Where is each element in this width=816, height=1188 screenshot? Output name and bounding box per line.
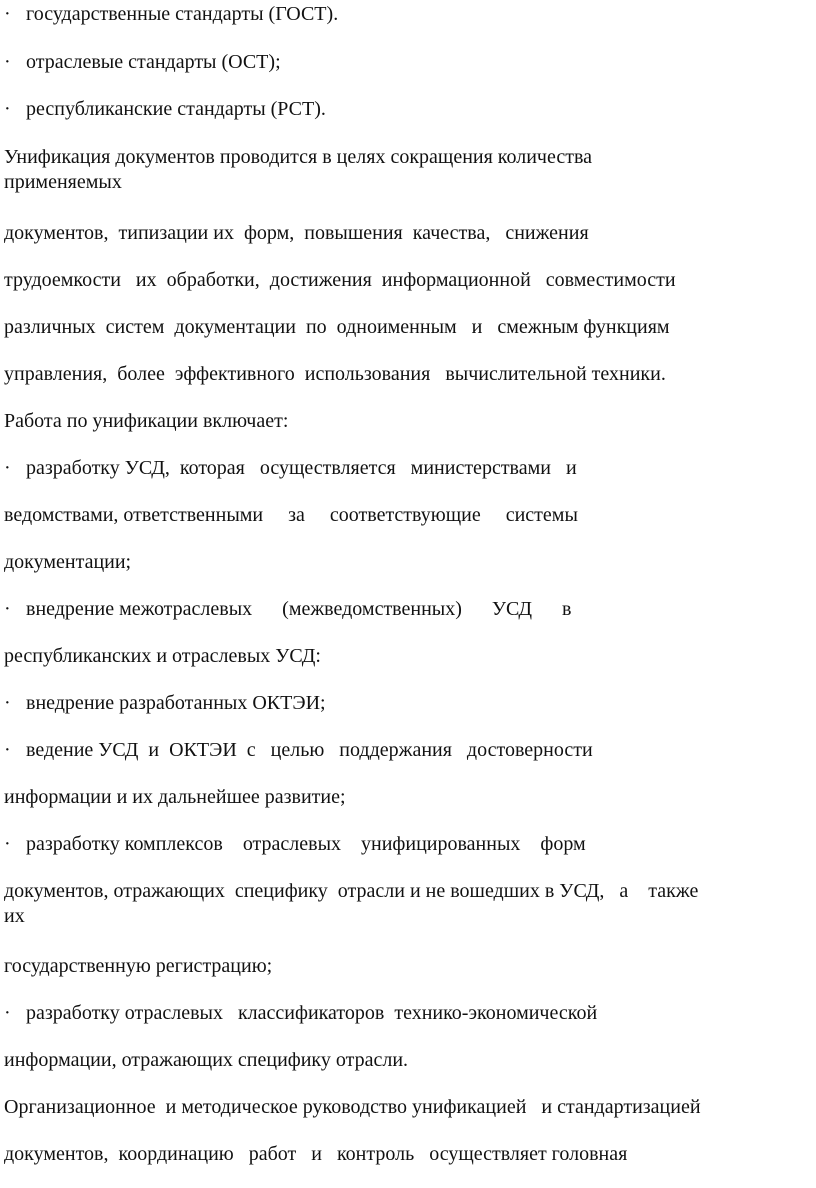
bullet-item	[4, 1001, 597, 1025]
bullet-item	[4, 832, 586, 856]
bullet-icon: ·	[4, 1002, 11, 1024]
paragraph-line: трудоемкости их обработки, достижения информационной совместимости	[4, 269, 676, 291]
bullet-item-text: разработку отраслевых классификаторов технико-экономической	[26, 1002, 598, 1024]
bullet-icon: ·	[4, 598, 11, 620]
bullet-item	[4, 97, 326, 121]
paragraph-line: информации, отражающих специфику отрасли.	[4, 1049, 409, 1071]
bullet-item	[4, 456, 577, 480]
bullet-icon: ·	[4, 692, 11, 714]
paragraph-line: их	[4, 905, 25, 927]
bullet-icon: ·	[4, 457, 11, 479]
paragraph-line: управления, более эффективного использования вычислительной техники.	[4, 363, 666, 385]
paragraph-line: информации и их дальнейшее развитие;	[4, 786, 346, 808]
bullet-item-text: государственные стандарты (ГОСТ).	[26, 3, 339, 25]
bullet-item	[4, 738, 593, 762]
paragraph-line: документации;	[4, 551, 132, 573]
paragraph-line: различных систем документации по одноименным и смежным функциям	[4, 316, 670, 338]
paragraph-line: республиканских и отраслевых УСД:	[4, 645, 321, 667]
bullet-icon: ·	[4, 98, 11, 120]
paragraph-line: государственную регистрацию;	[4, 955, 273, 977]
bullet-item-text: разработку УСД, которая осуществляется министерствами и	[26, 457, 577, 479]
paragraph-line: Унификация документов проводится в целях сокращения количества	[4, 146, 593, 168]
bullet-icon: ·	[4, 3, 11, 25]
bullet-item-text: разработку комплексов отраслевых унифицированных форм	[26, 833, 586, 855]
paragraph-line: документов, координацию работ и контроль осуществляет головная	[4, 1143, 628, 1165]
bullet-icon: ·	[4, 739, 11, 761]
paragraph-line: документов, типизации их форм, повышения качества, снижения	[4, 222, 589, 244]
bullet-item-text: отраслевые стандарты (ОСТ);	[26, 51, 281, 73]
paragraph-line: Организационное и методическое руководство унификацией и стандартизацией	[4, 1096, 701, 1118]
bullet-item	[4, 597, 571, 621]
bullet-item	[4, 50, 281, 74]
paragraph-line: применяемых	[4, 171, 122, 193]
bullet-item-text: ведение УСД и ОКТЭИ с целью поддержания достоверности	[26, 739, 593, 761]
bullet-item-text: внедрение разработанных ОКТЭИ;	[26, 692, 326, 714]
bullet-item-text: республиканские стандарты (РСТ).	[26, 98, 326, 120]
bullet-icon: ·	[4, 51, 11, 73]
bullet-icon: ·	[4, 833, 11, 855]
paragraph-line: документов, отражающих специфику отрасли и не вошедших в УСД, а также	[4, 880, 699, 902]
paragraph-line: ведомствами, ответственными за соответствующие системы	[4, 504, 578, 526]
bullet-item-text: внедрение межотраслевых (межведомственных) УСД в	[26, 598, 572, 620]
bullet-item	[4, 691, 326, 715]
paragraph-line: Работа по унификации включает:	[4, 410, 289, 432]
bullet-item	[4, 2, 338, 26]
